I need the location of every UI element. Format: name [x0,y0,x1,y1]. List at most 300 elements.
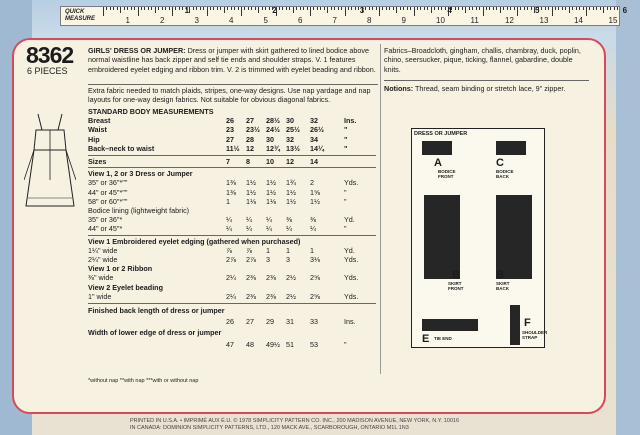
row-label: Hip [88,134,100,144]
layout-title: DRESS OR JUMPER [414,131,468,137]
ruler-tick [106,7,107,10]
ruler-tick [572,7,573,10]
row-value: ⅞ [246,245,252,255]
row-unit: " [344,196,347,206]
row-value: 2 [310,178,314,188]
row-label: 1" wide [88,291,112,301]
ruler-cm-label: 7 [332,16,337,25]
row-value: 27 [246,317,254,327]
ruler-tick [589,7,590,10]
ruler-tick [124,7,125,10]
row-label: 44" or 45"* [88,224,123,234]
ruler-tick [258,7,259,13]
ruler-tick [365,7,366,10]
row-value: 1½ [246,178,256,188]
row-label: 35" or 36"*"" [88,178,128,188]
piece-f-name: SHOULDER STRAP [522,330,548,340]
ruler-tick [483,7,484,16]
row-label: View 1 Embroidered eyelet edging (gathered when purchased) [88,236,301,246]
piece-b-back-letter: B [496,269,504,281]
row-value: 2⅜ [246,273,256,283]
ruler-cm-label: 11 [470,16,479,25]
ruler-tick [303,7,304,10]
row-unit: Yd. [344,215,355,225]
row-value: 1½ [310,196,320,206]
ruler-tick [531,7,532,10]
ruler-tick [372,7,373,10]
ruler-tick [300,7,301,10]
row-label: Finished back length of dress or jumper [88,306,225,315]
ruler-tick [403,7,404,10]
row-label: Sizes [88,157,107,166]
ruler-tick [169,7,170,10]
row-value: 1⅛ [266,196,276,206]
ruler-tick [313,7,314,10]
ruler-tick [479,7,480,10]
ruler-tick [117,7,118,10]
ruler-tick [431,7,432,13]
ruler-tick [541,7,542,10]
row-value: 1 [286,245,290,255]
row-value: ¼ [246,224,252,234]
ruler-tick [151,7,152,10]
row-value: 29 [266,317,274,327]
ruler-cm-label: 1 [125,16,130,25]
row-label: Bodice lining (lightweight fabric) [88,206,190,215]
row-value: 1 [226,196,230,206]
piece-a-shape [422,141,452,155]
ruler-tick [282,7,283,10]
ruler-tick [603,7,604,13]
piece-b-back-name: SKIRT BACK [496,281,510,291]
table-divider [88,167,376,168]
ruler-cm-label: 14 [574,16,583,25]
row-label: 44" or 45"*"" [88,187,128,197]
ruler-tick [503,7,504,10]
row-value: 1⅜ [226,178,236,188]
row-value: ⅜ [310,215,316,225]
piece-c-name: BODICE BACK [496,169,514,179]
row-value: 2½ [286,291,296,301]
piece-a-letter: A [434,157,442,169]
row-value: 7 [226,157,230,166]
ruler-tick [238,7,239,10]
ruler-tick [458,7,459,10]
row-value: 49½ [266,339,280,349]
ruler-tick [155,7,156,13]
row-value: 1⅝ [310,187,320,197]
ruler-tick [175,7,176,10]
ruler-tick [234,7,235,10]
row-value: 1¾ [286,178,296,188]
ruler-tick [113,7,114,10]
ruler-tick [134,7,135,10]
ruler-tick [296,7,297,10]
row-unit: Yds. [344,291,359,301]
row-value: 23 [226,125,234,135]
ruler-tick [517,7,518,16]
row-value: 2⅜ [246,291,256,301]
ruler-tick [424,7,425,10]
ruler-tick [351,7,352,10]
ruler-tick [520,7,521,10]
ruler-tick [472,7,473,10]
piece-f-letter: F [524,317,531,329]
row-unit: Yds. [344,178,359,188]
row-value: 1½ [266,178,276,188]
row-label: 2¼" wide [88,255,118,264]
ruler-tick [324,7,325,10]
row-value: 34 [310,134,318,144]
ruler-tick [193,7,194,10]
ruler-tick [469,7,470,10]
ruler-tick [172,7,173,16]
table-divider [88,155,376,156]
ruler-tick [438,7,439,10]
ruler-tick [510,7,511,10]
ruler-cm-label: 12 [505,16,514,25]
extra-fabric-note: Extra fabric needed to match plaids, stripes, one-way designs. Use nap yardage and nap layouts for one-way design fabrics. Not suitable for obvious diagonal fabrics. [88,86,371,105]
row-unit: Ins. [344,317,356,327]
row-label: Width of lower edge of dress or jumper [88,328,222,338]
row-label: Breast [88,116,111,126]
ruler-tick [407,7,408,10]
ruler-tick [189,7,190,13]
ruler-tick [131,7,132,10]
row-unit: Yds. [344,273,359,283]
ruler-tick [248,7,249,10]
ruler-tick [441,7,442,10]
row-value: 23½ [246,125,260,135]
ruler-tick [593,7,594,10]
row-value: 8 [246,157,250,166]
ruler-tick [400,7,401,10]
row-value: 27 [246,116,254,126]
ruler-tick [345,7,346,16]
row-value: 2¼ [226,291,236,301]
ruler-tick [127,7,128,10]
ruler-cm-label: 8 [367,16,372,25]
printed-credits: PRINTED IN U.S.A. • IMPRIMÉ AUX É.U. © 1978 SIMPLICITY PATTERN CO. INC., 200 MADISON AVENUE, NEW YORK, N.Y. 10016 IN CANADA: DOMINION SIMPLICITY PATTERNS, LTD., 120 MACK AVE., SCARBOROUGH, ONTARIO M1L 1N3 [130,418,460,431]
ruler-tick [486,7,487,10]
row-unit: Ins. [344,116,357,126]
row-value: 47 [226,339,234,349]
ruler-tick [500,7,501,13]
pattern-description: GIRLS' DRESS OR JUMPER: Dress or jumper with skirt gathered to lined bodice above normal waistline has back zipper and self tie ends and shoulder straps. V. 1 features embroidered eyelet edging and ribbon trim. V. 2 is trimmed with eyelet beading and ribbon. [88,46,376,74]
ruler-tick [220,7,221,10]
row-label: View 1 or 2 Ribbon [88,264,153,274]
ruler-tick [614,7,615,10]
ruler-cm-label: 13 [539,16,549,25]
row-value: 14 [310,157,318,166]
ruler-tick [548,7,549,10]
ruler-tick [262,7,263,10]
ruler-tick [255,7,256,10]
row-unit: " [344,143,348,153]
ruler-tick [200,7,201,10]
notions-text: Notions: Thread, seam binding or stretch lace, 9" zipper. [384,84,566,93]
envelope-right-flap [616,0,640,435]
ruler-cm-label: 4 [229,16,234,25]
ruler-tick [144,7,145,10]
row-value: 28½ [266,116,280,126]
row-value: ¼ [246,215,252,225]
ruler-tick [489,7,490,10]
ruler-tick [417,7,418,10]
ruler-label: QUICK MEASURE [65,9,96,22]
row-value: 1⅛ [246,196,256,206]
ruler-tick [320,7,321,10]
ruler-tick [217,7,218,10]
row-value: 30 [266,134,274,144]
row-value: ¼ [310,224,316,234]
ruler-cm-label: 6 [298,16,303,25]
ruler-tick [386,7,387,10]
row-value: 1½ [286,187,296,197]
row-value: 27 [226,134,234,144]
ruler-tick [596,7,597,10]
ruler-tick [348,7,349,10]
row-value: 1½ [286,196,296,206]
row-unit: " [344,187,347,197]
pattern-number: 8362 [26,42,74,68]
ruler-tick [203,7,204,10]
row-value: 1⅜ [226,187,236,197]
row-value: 3 [286,255,290,264]
piece-b-front-name: SKIRT FRONT [448,281,464,291]
ruler-tick [393,7,394,10]
piece-e-name: TIE END [434,336,452,341]
ruler-tick [338,7,339,10]
divider [384,80,589,81]
ruler-tick [617,7,618,10]
ruler-tick [224,7,225,13]
row-unit: Yds. [344,255,359,264]
ruler-inch-label: 2 [272,6,277,15]
ruler-tick [493,7,494,10]
ruler-tick [586,7,587,16]
divider [88,84,378,85]
ruler-tick [244,7,245,10]
ruler-tick [476,7,477,10]
row-label: View 2 Eyelet beading [88,282,163,292]
row-label: 58" or 60"*"" [88,196,128,206]
row-value: 33 [310,317,318,327]
row-value: 2⅜ [266,291,276,301]
ruler-tick [462,7,463,10]
row-value: 26½ [310,125,324,135]
ruler-inch-label: 3 [359,6,365,15]
ruler-tick [213,7,214,10]
ruler-tick [279,7,280,10]
row-value: 26 [226,116,234,126]
ruler-tick [227,7,228,10]
piece-b-back-shape [496,195,532,279]
ruler-tick [600,7,601,10]
ruler-tick [148,7,149,10]
row-unit: " [344,224,347,234]
ruler-tick [289,7,290,10]
ruler-tick [545,7,546,10]
piece-c-letter: C [496,157,504,169]
ruler-tick [286,7,287,10]
ruler-tick [610,7,611,10]
ruler-tick [165,7,166,10]
row-value: 2⅞ [246,255,256,264]
row-unit: " [344,339,347,349]
ruler-tick [196,7,197,10]
row-label: Back–neck to waist [88,143,155,153]
ruler-tick [579,7,580,10]
row-value: ¼ [266,215,272,225]
ruler-cm-label: 10 [436,16,445,25]
row-value: ¼ [266,224,272,234]
row-value: 2⅝ [310,273,320,283]
ruler-tick [507,7,508,10]
ruler-tick [241,7,242,16]
ruler-cm-label: 3 [194,16,199,25]
ruler-tick [331,7,332,10]
row-value: 13½ [286,143,300,153]
row-value: 1 [266,245,270,255]
ruler-tick [420,7,421,10]
ruler-tick [382,7,383,10]
ruler-tick [210,7,211,10]
ruler-tick [414,7,415,16]
quick-measure-ruler [60,6,628,26]
ruler-tick [182,7,183,10]
row-value: 12 [286,157,294,166]
cutting-layout [411,128,548,348]
ruler-tick [355,7,356,10]
ruler-tick [527,7,528,10]
row-value: ¼ [286,224,292,234]
ruler-tick [558,7,559,10]
row-label: 35" or 36"* [88,215,123,225]
nap-footnote: *without nap **with nap ***with or without nap [88,378,199,384]
row-value: 1½ [246,187,256,197]
piece-b-front-letter: B [452,269,460,281]
ruler-tick [307,7,308,10]
ruler-tick [369,7,370,10]
row-label: STANDARD BODY MEASUREMENTS [88,107,214,116]
ruler-tick [562,7,563,10]
piece-b-front-shape [424,195,460,279]
table-divider [88,303,376,304]
ruler-tick [607,7,608,10]
column-divider [380,44,381,374]
dress-line-drawing [24,110,76,220]
ruler-tick [376,7,377,10]
row-value: 11½ [226,143,240,153]
fabrics-text: Fabrics–Broadcloth, gingham, challis, chambray, duck, poplin, chino, seersucker, pique, ticking, flannel, gabardine, double knits. [384,46,581,74]
row-value: ¼ [226,215,232,225]
ruler-cm-label: 9 [401,16,406,25]
row-label: Waist [88,125,107,135]
ruler-inch-label: 4 [447,6,452,15]
row-value: 3 [266,255,270,264]
row-unit: Yd. [344,245,355,255]
row-label: View 1, 2 or 3 Dress or Jumper [88,169,193,179]
ruler-tick [455,7,456,10]
ruler-tick [583,7,584,10]
ruler-tick [317,7,318,10]
ruler-tick [569,7,570,13]
row-value: 12 [246,143,254,153]
ruler-tick [269,7,270,10]
row-value: 3⅛ [310,255,320,264]
ruler-tick [120,7,121,13]
piece-c-shape [496,141,526,155]
ruler-tick [138,7,139,16]
row-value: 14¼ [310,143,324,153]
ruler-tick [427,7,428,10]
ruler-tick [379,7,380,16]
row-value: ⅜ [286,215,292,225]
ruler-tick [265,7,266,10]
ruler-tick [514,7,515,10]
ruler-tick [158,7,159,10]
piece-e-shape [422,319,478,331]
piece-f-shape [510,305,520,345]
row-unit: " [344,134,348,144]
row-value: 26 [226,317,234,327]
ruler-tick [565,7,566,10]
row-value: 32 [310,116,318,126]
row-value: 48 [246,339,254,349]
ruler-tick [552,7,553,16]
piece-a-name: BODICE FRONT [438,169,456,179]
row-value: 31 [286,317,294,327]
row-value: 1 [310,245,314,255]
row-value: 2½ [286,273,296,283]
table-divider [88,235,376,236]
row-label: ⅜" wide [88,273,114,283]
row-value: 12¾ [266,143,280,153]
row-value: 10 [266,157,274,166]
ruler-inch-label: 1 [184,6,190,15]
ruler-tick [410,7,411,10]
ruler-tick [327,7,328,13]
row-value: 2⅜ [266,273,276,283]
piece-e-letter: E [422,333,430,345]
row-value: ⅞ [226,245,232,255]
row-value: 28 [246,134,254,144]
ruler-inch-label: 5 [535,6,540,15]
ruler-tick [251,7,252,10]
row-value: 30 [286,116,294,126]
row-value: 1½ [266,187,276,197]
ruler-cm-label: 2 [160,16,165,25]
ruler-inch-label: 6 [622,6,628,15]
ruler-tick [434,7,435,10]
ruler-tick [231,7,232,10]
ruler-tick [555,7,556,10]
row-value: 2⅝ [310,291,320,301]
pattern-pieces-count: 6 PIECES [27,66,68,76]
ruler-tick [334,7,335,10]
row-label: 1¼" wide [88,245,118,255]
ruler-tick [141,7,142,10]
ruler-tick [110,7,111,10]
ruler-tick [389,7,390,10]
ruler-tick [103,7,104,16]
row-value: ¼ [226,224,232,234]
ruler-cm-label: 15 [608,16,618,25]
ruler-tick [207,7,208,16]
ruler-tick [293,7,294,13]
row-value: 51 [286,339,294,349]
